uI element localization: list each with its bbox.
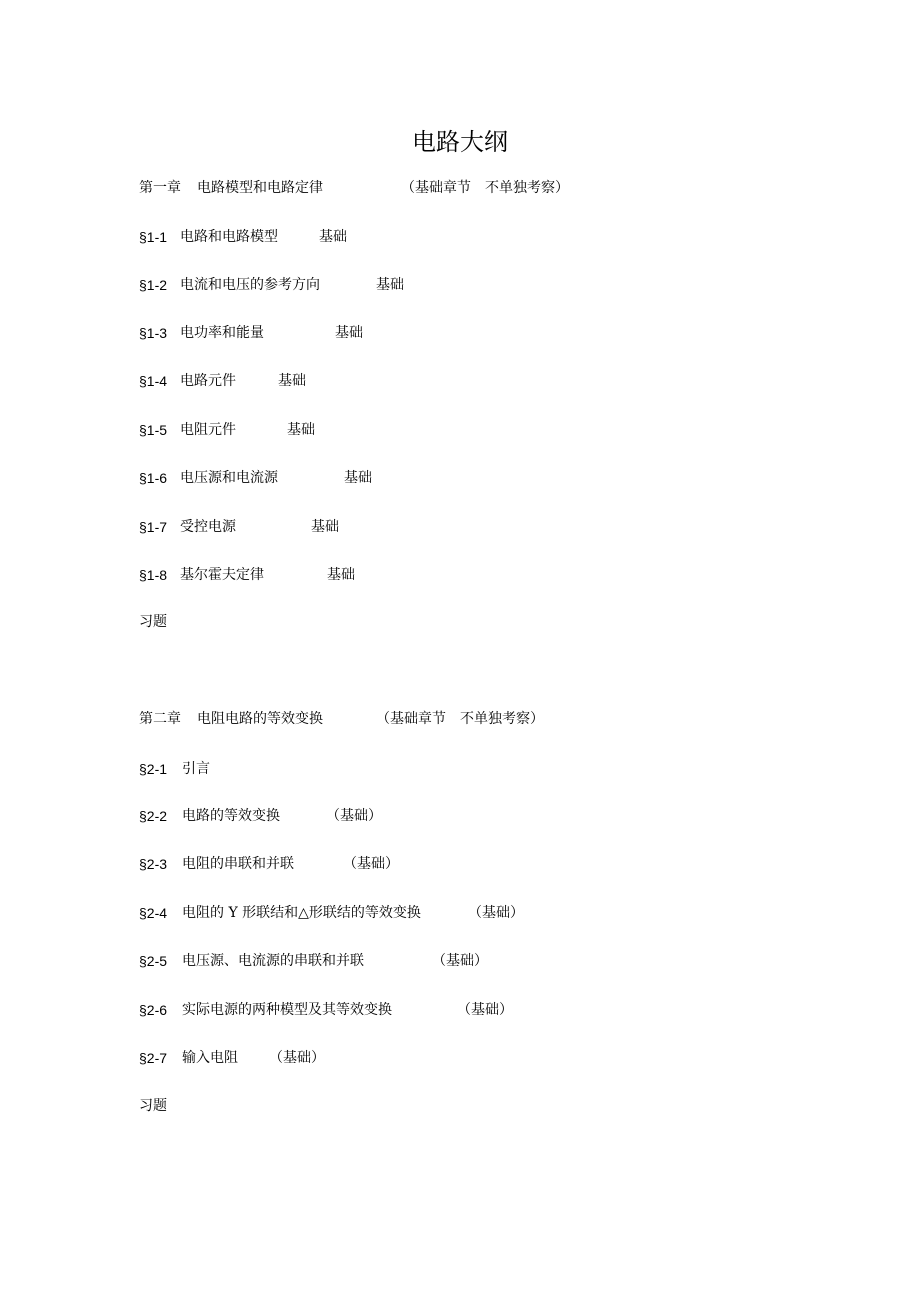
section-tag: 基础 xyxy=(344,470,372,486)
section-number: §2-4 xyxy=(139,905,168,921)
section-name: 电阻的串联和并联 xyxy=(182,856,294,872)
section-number: §1-5 xyxy=(139,422,168,438)
section-name: 引言 xyxy=(182,761,210,777)
section-name: 基尔霍夫定律 xyxy=(180,567,264,583)
section-tag: 基础 xyxy=(327,567,355,583)
chapter-note: （基础章节 不单独考察） xyxy=(401,180,569,196)
section-tag: （基础） xyxy=(343,856,399,872)
section-tag: 基础 xyxy=(287,422,315,438)
section-number: §1-6 xyxy=(139,470,168,486)
section-number: §1-1 xyxy=(139,229,168,245)
section-number: §2-5 xyxy=(139,953,168,969)
section-name: 输入电阻 xyxy=(182,1050,238,1066)
section-name: 受控电源 xyxy=(180,519,236,535)
section-name: 电流和电压的参考方向 xyxy=(180,277,320,293)
chapter-note: （基础章节 不单独考察） xyxy=(376,711,544,727)
section-number: §1-7 xyxy=(139,519,168,535)
section-name: 电路的等效变换 xyxy=(182,808,280,824)
exercises-label: 习题 xyxy=(139,1098,167,1114)
section-number: §2-6 xyxy=(139,1002,168,1018)
section-tag: （基础） xyxy=(326,808,382,824)
page-title: 电路大纲 xyxy=(412,128,508,156)
section-number: §1-3 xyxy=(139,325,168,341)
section-tag: 基础 xyxy=(311,519,339,535)
section-number: §1-4 xyxy=(139,373,168,389)
section-tag: （基础） xyxy=(432,953,488,969)
section-tag: 基础 xyxy=(278,373,306,389)
section-tag: （基础） xyxy=(269,1050,325,1066)
section-number: §2-2 xyxy=(139,808,168,824)
chapter-number: 第一章 xyxy=(139,180,181,196)
section-tag: 基础 xyxy=(335,325,363,341)
section-name: 电压源、电流源的串联和并联 xyxy=(182,953,364,969)
section-number: §2-3 xyxy=(139,856,168,872)
section-number: §1-8 xyxy=(139,567,168,583)
chapter-number: 第二章 xyxy=(139,711,181,727)
section-tag: （基础） xyxy=(457,1002,513,1018)
section-number: §2-7 xyxy=(139,1050,168,1066)
section-name: 电功率和能量 xyxy=(180,325,264,341)
section-tag: 基础 xyxy=(376,277,404,293)
section-name: 电阻的 Y 形联结和△形联结的等效变换 xyxy=(182,905,421,921)
section-name: 电压源和电流源 xyxy=(180,470,278,486)
section-tag: 基础 xyxy=(319,229,347,245)
section-name: 实际电源的两种模型及其等效变换 xyxy=(182,1002,392,1018)
chapter-name: 电路模型和电路定律 xyxy=(197,180,323,196)
section-name: 电路和电路模型 xyxy=(180,229,278,245)
section-tag: （基础） xyxy=(468,905,524,921)
exercises-label: 习题 xyxy=(139,614,167,630)
chapter-name: 电阻电路的等效变换 xyxy=(197,711,323,727)
section-name: 电阻元件 xyxy=(180,422,236,438)
section-number: §2-1 xyxy=(139,761,168,777)
section-name: 电路元件 xyxy=(180,373,236,389)
section-number: §1-2 xyxy=(139,277,168,293)
